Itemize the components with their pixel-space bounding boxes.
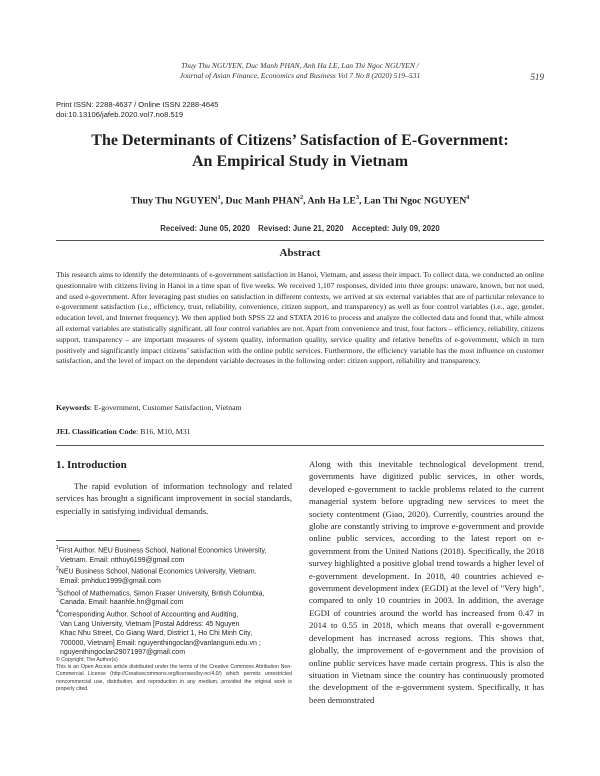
keywords-line bbox=[56, 403, 544, 412]
received-date: Received: June 05, 2020 bbox=[160, 224, 250, 233]
page-number: 519 bbox=[530, 72, 544, 82]
keywords-label: Keywords bbox=[56, 403, 90, 412]
jel-label: JEL Classification Code bbox=[56, 427, 137, 436]
author-affiliation-marker: 4 bbox=[466, 195, 470, 201]
author-affiliation-marker: 2 bbox=[300, 195, 304, 201]
copyright-line: © Copyright: The Author(s) bbox=[56, 657, 118, 663]
footnote-line bbox=[56, 587, 292, 599]
author-affiliation-marker: 3 bbox=[355, 195, 359, 201]
footnote-text: School of Mathematics, Simon Fraser University, British Columbia, bbox=[58, 589, 265, 597]
identifiers bbox=[56, 100, 219, 120]
footnote-line: Canada. Email: haanhle.hn@gmail.com bbox=[60, 599, 184, 607]
footnote bbox=[56, 544, 292, 565]
license-text: This is an Open Access article distributed under the terms of the Creative Commons Attribution Non-Commercial License (http://Creativecommons.org/licenses/by-nc/4.0/) which permits unrestricted noncommercial use, distribution, and reproduction in any medium, provided the original work is properly cited. bbox=[56, 664, 292, 692]
section-heading-introduction: 1. Introduction bbox=[56, 459, 127, 471]
footnote-text: NEU Business School, National Economics University, Vietnam. bbox=[58, 568, 257, 576]
footnote-rule bbox=[56, 540, 140, 541]
accepted-date: Accepted: July 09, 2020 bbox=[351, 224, 440, 233]
footnote bbox=[56, 608, 292, 658]
footnote bbox=[56, 587, 292, 608]
footnote-line bbox=[56, 544, 292, 556]
footnote-line: nguyenthingoclan29071997@gmail.com bbox=[60, 649, 186, 657]
article-title bbox=[56, 130, 544, 172]
title-line-1: The Determinants of Citizens’ Satisfaction of E-Government: bbox=[91, 132, 509, 149]
abstract-bottom-rule bbox=[56, 445, 544, 446]
footnote-text: Corresponding Author. School of Accounting and Auditing, bbox=[58, 611, 239, 619]
footnote-line: Van Lang University, Vietnam [Postal Address: 45 Nguyen bbox=[60, 620, 240, 628]
intro-paragraph-left: The rapid evolution of information technology and related services has brought a significant improvement in social standards, especially in satisfying individual demands. bbox=[56, 481, 292, 516]
revised-date: Revised: June 21, 2020 bbox=[258, 224, 344, 233]
footnote bbox=[56, 565, 292, 586]
abstract-top-rule bbox=[56, 240, 544, 241]
jel-value: : B16, M10, M31 bbox=[136, 427, 191, 436]
author-name: Anh Ha LE bbox=[307, 195, 356, 207]
running-head-journal: Journal of Asian Finance, Economics and Business Vol 7 No 8 (2020) 519–531 bbox=[179, 71, 421, 80]
footnote-line: Khac Nhu Street, Co Giang Ward, District 1, Ho Chi Minh City, bbox=[60, 630, 253, 638]
title-line-2: An Empirical Study in Vietnam bbox=[191, 153, 409, 170]
footnote-line: Email: pmhduc1999@gmail.com bbox=[60, 578, 161, 586]
footnote-line bbox=[56, 565, 292, 577]
abstract-heading: Abstract bbox=[279, 247, 321, 259]
jel-line bbox=[56, 427, 544, 436]
keywords-value: : E-government, Customer Satisfaction, Vietnam bbox=[89, 403, 242, 412]
author-separator: , bbox=[303, 195, 308, 207]
abstract-text: This research aims to identify the determinants of e-government satisfaction in Hanoi, Vietnam, and assess their impact. To collect data, we conducted an online questionnaire with citizens living in Hanoi in a time span of five weeks. We received 1,107 responses, divided into three groups: unaware, known, but not used, and used e-government. After leveraging past studies on satisfaction in different contexts, we arrived at six external variables that are of particular relevance to e-government satisfaction (i.e., efficiency, trust, reliability, convenience, citizen support, and transparency) as well as four control variables (i.e., age, gender, education level, and Internet frequency). We then applied both SPSS 22 and STATA 2016 to process and analyze the collected data and found that, while almost all external variables are statistically significant, all four control variables are not. Apart from convenience and trust, four factors – efficiency, reliability, citizens support, transparency – are important measures of system quality, information quality, service quality and relative benefits of e-government, which in turn positively and significantly impact citizens’ satisfaction with the online public services. Furthermore, the efficiency variable has the most influence on customer satisfaction, and the level of impact on the dependent variable decreases in the following order: citizen support, reliability and transparency. bbox=[56, 270, 544, 366]
footnote-marker: 4 bbox=[56, 608, 59, 615]
author-list bbox=[56, 195, 544, 206]
footnote-line: Vietnam. Email: ntthuy6199@gmail.com bbox=[60, 556, 185, 564]
footnote-line: 700000, Vietnam] Email: nguyenthingoclan@vanlanguni.edu.vn ; bbox=[60, 639, 261, 647]
author-affiliation-marker: 1 bbox=[217, 195, 221, 201]
running-head-authors: Thuy Thu NGUYEN, Duc Manh PHAN, Anh Ha LE, Lan Thi Ngoc NGUYEN / bbox=[181, 61, 419, 70]
footnote-line bbox=[56, 608, 292, 620]
copyright-notice bbox=[56, 657, 292, 693]
footnote-marker: 3 bbox=[56, 587, 59, 594]
footnote-marker: 2 bbox=[56, 566, 59, 573]
issn-line: Print ISSN: 2288-4637 / Online ISSN 2288-4645 bbox=[56, 100, 219, 109]
author-separator: , bbox=[358, 195, 364, 207]
author-name: Thuy Thu NGUYEN bbox=[130, 195, 218, 207]
running-head bbox=[150, 61, 450, 81]
author-name: Duc Manh PHAN bbox=[225, 195, 301, 207]
footnote-text: First Author. NEU Business School, National Economics University, bbox=[58, 547, 267, 555]
footnotes bbox=[56, 544, 292, 658]
author-name: Lan Thi Ngoc NGUYEN bbox=[363, 195, 467, 207]
dates-line bbox=[56, 224, 544, 233]
author-separator: , bbox=[220, 195, 226, 207]
footnote-marker: 1 bbox=[56, 545, 59, 551]
intro-paragraph-right: Along with this inevitable technological development trend, governments have digitized public services, in other words, developed e-government to tackle problems related to the current managerial system before upgrading new services to meet the society contentment (Giao, 2020). Currently, countries around the globe are constantly striving to improve e-government and provide online public services, according to the latest report on e-government from the United Nations (2018). Specifically, the 2018 survey highlighted a positive global trend towards a higher level of e-government development. In 2018, 40 countries achieved e-government development index (EGDI) at the level of "Very high", compared to only 10 countries in 2003. In addition, the average EGDI of countries around the world has increased from 0.47 in 2014 to 0.55 in 2018, which means that overall e-government development has increased across regions. This shows that, globally, the improvement of e-government and the provision of online public services have made certain progress. This is also the situation in Vietnam since the country has continuously promoted the development of the e-government system. Specifically, it has been demonstrated bbox=[309, 459, 544, 705]
doi-line[interactable]: doi:10.13106/jafeb.2020.vol7.no8.519 bbox=[56, 110, 184, 119]
